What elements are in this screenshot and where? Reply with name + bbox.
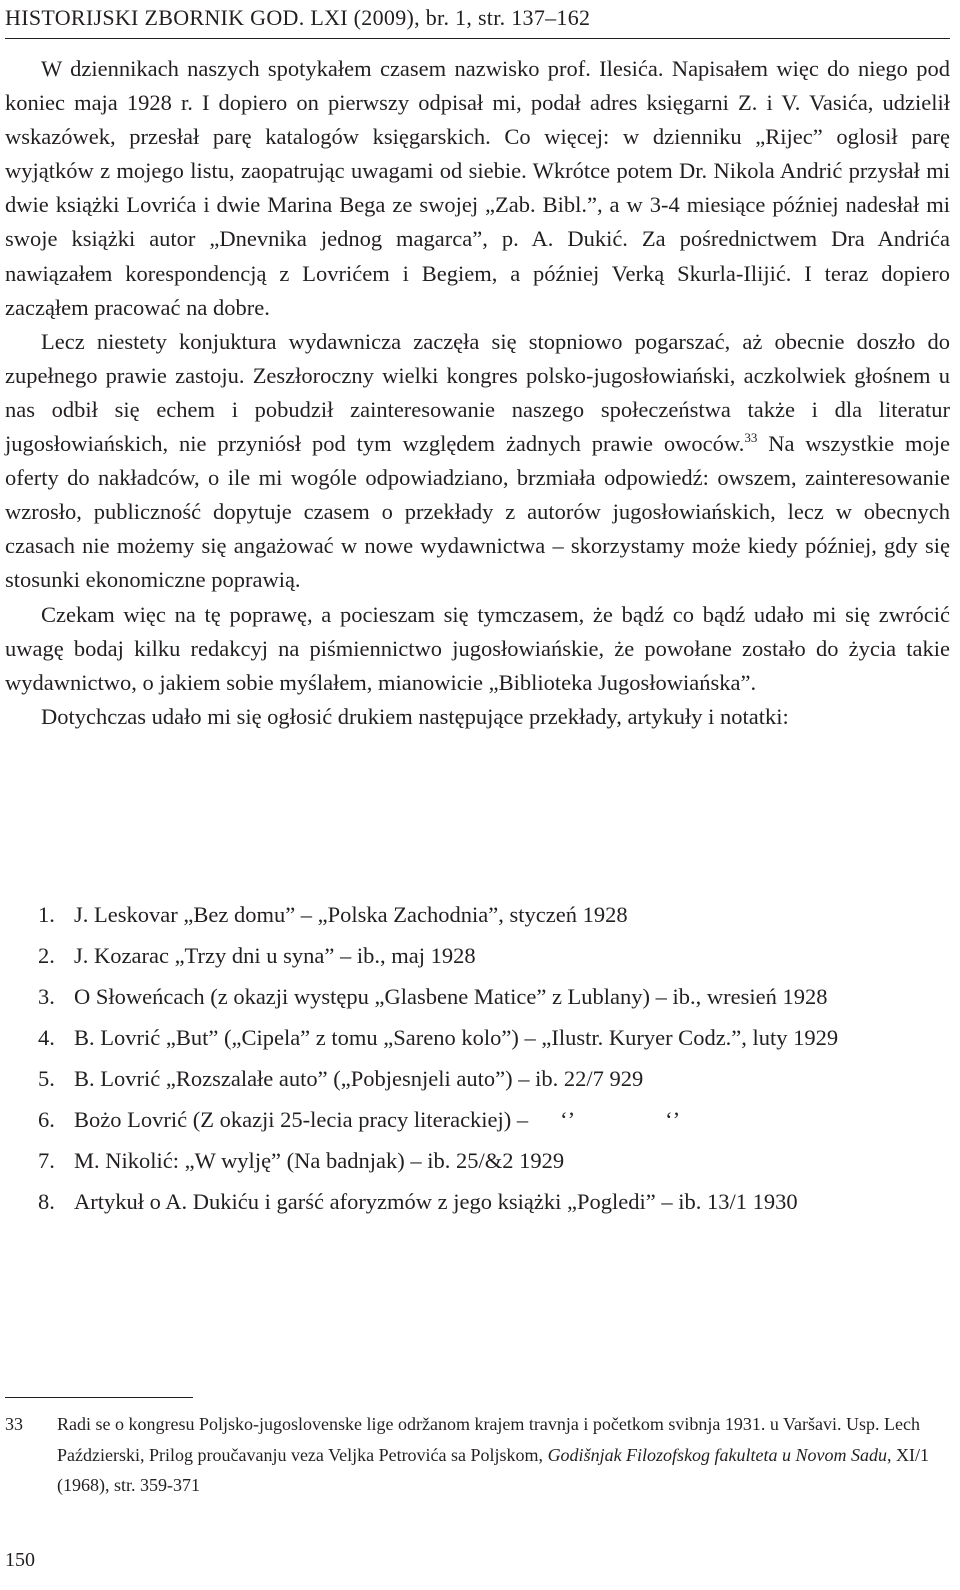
list-item-text: Bożo Lovrić (Z okazji 25-lecia pracy literackiej) –: [74, 1107, 529, 1132]
publications-list: [0, 898, 950, 1226]
paragraph-4: Dotychczas udało mi się ogłosić drukiem następujące przekłady, artykuły i notatki:: [41, 703, 789, 729]
list-item-text: M. Nikolić: „W wylję” (Na badnjak) – ib. 25/&2 1929: [74, 1148, 565, 1173]
ditto-mark: ‘’: [560, 1107, 576, 1132]
list-item: [0, 1103, 950, 1136]
footnote-text-part-b: , XI/1 (1968), str. 359-371: [57, 1444, 930, 1495]
footnote: [5, 1409, 950, 1501]
list-item: [0, 1062, 950, 1095]
list-item-number: 6.: [38, 1107, 55, 1132]
list-item-number: 7.: [38, 1148, 55, 1173]
list-item: [0, 1021, 950, 1054]
list-item: [0, 1144, 950, 1177]
list-item-number: 2.: [38, 943, 55, 968]
paragraph-1: W dziennikach naszych spotykałem czasem nazwisko prof. Ilesića. Napisałem więc do niego pod koniec maja 1928 r. I dopiero on pierwszy odpisał mi, podał adres księgarni Z. i V. Vasića, udzielił wskazówek, przesłał parę katalogów księgarskich. Co więcej: w dzienniku „Rijec” oglosił parę wyjątków z mojego listu, zaopatrując uwagami od siebie. Wkrótce potem Dr. Nikola Andrić przysłał mi dwie książki Lovrića i dwie Marina Bega ze swojej „Zab. Bibl.”, a w 3-4 miesiące później nadesłał mi swoje książki autor „Dnevnika jednog magarca”, p. A. Dukić. Za pośrednictwem Dra Andrića nawiązałem korespondencją z Lovrićem i Begiem, a później Verką Skurla-Ilijić. I teraz dopiero zacząłem pracować na dobre.: [5, 56, 950, 320]
paragraph-2-part-a: Lecz niestety konjuktura wydawnicza zaczęła się stopniowo pogarszać, aż obecnie doszło do zupełnego prawie zastoju. Zeszłoroczny wielki kongres polsko-jugosłowiański, aczkolwiek głośnem u nas odbił się echem i pobudził zainteresowanie naszego społeczeństwa także i dla literatur jugosłowiańskich, nie przyniósł pod tym względem żadnych prawie owoców.: [5, 328, 950, 457]
list-item: [0, 939, 950, 972]
list-item-text: Artykuł o A. Dukiću i garść aforyzmów z jego książki „Pogledi” – ib. 13/1 1930: [74, 1189, 798, 1214]
footnote-number: 33: [5, 1414, 23, 1434]
footnote-reference[interactable]: 33: [744, 430, 758, 446]
list-item: [0, 1185, 950, 1218]
paragraph-2: [5, 325, 950, 598]
paragraph-2-part-b: Na wszystkie moje oferty do nakładców, o ile mi wogóle odpowiadziano, brzmiała odpowiedź: owszem, zainteresowanie wzrosło, publiczność dopytuje czasem o przekłady z autorów jugosłowiańskich, lecz w obecnych czasach nie możemy się angażować w nowe wydawnictwa – skorzystamy może kiedy później, gdy się stosunki ekonomiczne poprawią.: [5, 431, 950, 593]
list-item-text: J. Leskovar „Bez domu” – „Polska Zachodnia”, styczeń 1928: [74, 902, 628, 927]
list-item-number: 1.: [38, 902, 55, 927]
footnote-journal-title: Godišnjak Filozofskog fakulteta u Novom Sadu: [547, 1444, 888, 1465]
list-item-text: B. Lovrić „Rozszalałe auto” („Pobjesnjeli auto”) – ib. 22/7 929: [74, 1066, 644, 1091]
list-item-number: 3.: [38, 984, 55, 1009]
footnote-text: [57, 1409, 950, 1501]
list-item-number: 8.: [38, 1189, 55, 1214]
list-item-text: O Słoweńcach (z okazji występu „Glasbene Matice” z Lublany) – ib., wresień 1928: [74, 984, 828, 1009]
ditto-mark: ‘’: [665, 1107, 681, 1132]
header-rule: [5, 38, 950, 39]
page-number: 150: [5, 1549, 35, 1571]
running-head: HISTORIJSKI ZBORNIK GOD. LXI (2009), br. 1, str. 137–162: [5, 5, 591, 30]
list-item-text: J. Kozarac „Trzy dni u syna” – ib., maj 1928: [74, 943, 476, 968]
footnote-rule: [5, 1397, 193, 1398]
list-item: [0, 898, 950, 931]
list-item-number: 5.: [38, 1066, 55, 1091]
list-item-number: 4.: [38, 1025, 55, 1050]
list-item-text: B. Lovrić „But” („Cipela” z tomu „Sareno kolo”) – „Ilustr. Kuryer Codz.”, luty 1929: [74, 1025, 839, 1050]
paragraph-3: Czekam więc na tę poprawę, a pocieszam się tymczasem, że bądź co bądź udało mi się zwrócić uwagę bodaj kilku redakcyj na piśmiennictwo jugosłowiańskie, że powołane zostało do życia takie wydawnictwo, o jakiem sobie myślałem, mianowicie „Biblioteka Jugosłowiańska”.: [5, 601, 950, 695]
footnote-text-part-a: Radi se o kongresu Poljsko-jugoslovenske lige održanom krajem travnja i početkom svibnja 1931. u Varšavi. Usp. Lech Paździerski, Prilog proučavanju veza Veljka Petrovića sa Poljskom,: [57, 1414, 921, 1465]
list-item: [0, 980, 950, 1013]
main-text: [5, 52, 950, 734]
